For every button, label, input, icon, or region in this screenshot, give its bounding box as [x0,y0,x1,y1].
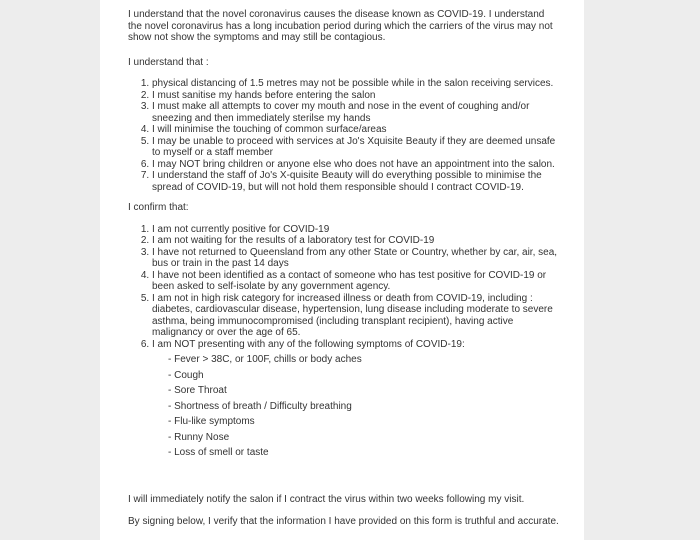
form-content [128,9,560,528]
understand-item: 2. I must sanitise my hands before entering the salon [152,90,560,102]
symptom-list [152,354,560,459]
symptom-item: - Flu-like symptoms [168,416,255,427]
form-page [100,0,584,540]
understand-item: 1. physical distancing of 1.5 metres may not be possible while in the salon receiving services. [152,78,560,90]
understand-item: 4. I will minimise the touching of common surface/areas [152,124,560,136]
confirm-item: 4. I have not been identified as a contact of someone who has test positive for COVID-19 or been asked to self-isolate by any government agency. [152,270,560,293]
confirm-item: 3. I have not returned to Queensland from any other State or Country, whether by car, air, sea, bus or train in the past 14 days [152,247,560,270]
understand-item: 6. I may NOT bring children or anyone else who does not have an appointment into the salon. [152,159,560,171]
understand-item: 5. I may be unable to proceed with services at Jo's Xquisite Beauty if they are deemed unsafe to myself or a staff member [152,136,560,159]
symptom-item: - Sore Throat [168,385,227,396]
understand-heading: I understand that : [128,56,209,68]
confirm-list [128,224,560,459]
understand-item: 3. I must make all attempts to cover my mouth and nose in the event of coughing and/or sneezing and then immediately sterilse my hands [152,101,560,124]
confirm-heading: I confirm that: [128,202,189,213]
understand-list [128,78,560,193]
symptom-item: - Loss of smell or taste [168,447,269,458]
understand-item: 7. I understand the staff of Jo's X-quisite Beauty will do everything possible to minimise the spread of COVID-19, but will not hold them responsible should I contract COVID-19. [152,170,560,193]
verify-paragraph: By signing below, I verify that the information I have provided on this form is truthful and accurate. [128,516,559,527]
symptom-item: - Cough [168,369,204,381]
intro-paragraph: I understand that the novel coronavirus causes the disease known as COVID-19. I understand the novel coronavirus has a long incubation period during which the carriers of the virus may not show not show the symptoms and may still be contagious. [128,9,553,43]
confirm-item-symptoms [152,339,560,459]
confirm-item: 5. I am not in high risk category for increased illness or death from COVID-19, including : diabetes, cardiovascular disease, hypertension, lung disease including moderate to severe asthma, being immunocompromised (including transplant recipient), having active malignancy or over the age of 65. [152,293,560,339]
notify-paragraph: I will immediately notify the salon if I contract the virus within two weeks following my visit. [128,493,525,505]
confirm-item: 2. I am not waiting for the results of a laboratory test for COVID-19 [152,235,560,247]
confirm-item: 1. I am not currently positive for COVID-19 [152,224,560,236]
symptom-item: - Runny Nose [168,431,230,443]
symptom-item: - Shortness of breath / Difficulty breathing [168,400,352,412]
symptom-item: - Fever > 38C, or 100F, chills or body aches [168,354,362,365]
symptoms-intro: I am NOT presenting with any of the following symptoms of COVID-19: [152,338,465,350]
